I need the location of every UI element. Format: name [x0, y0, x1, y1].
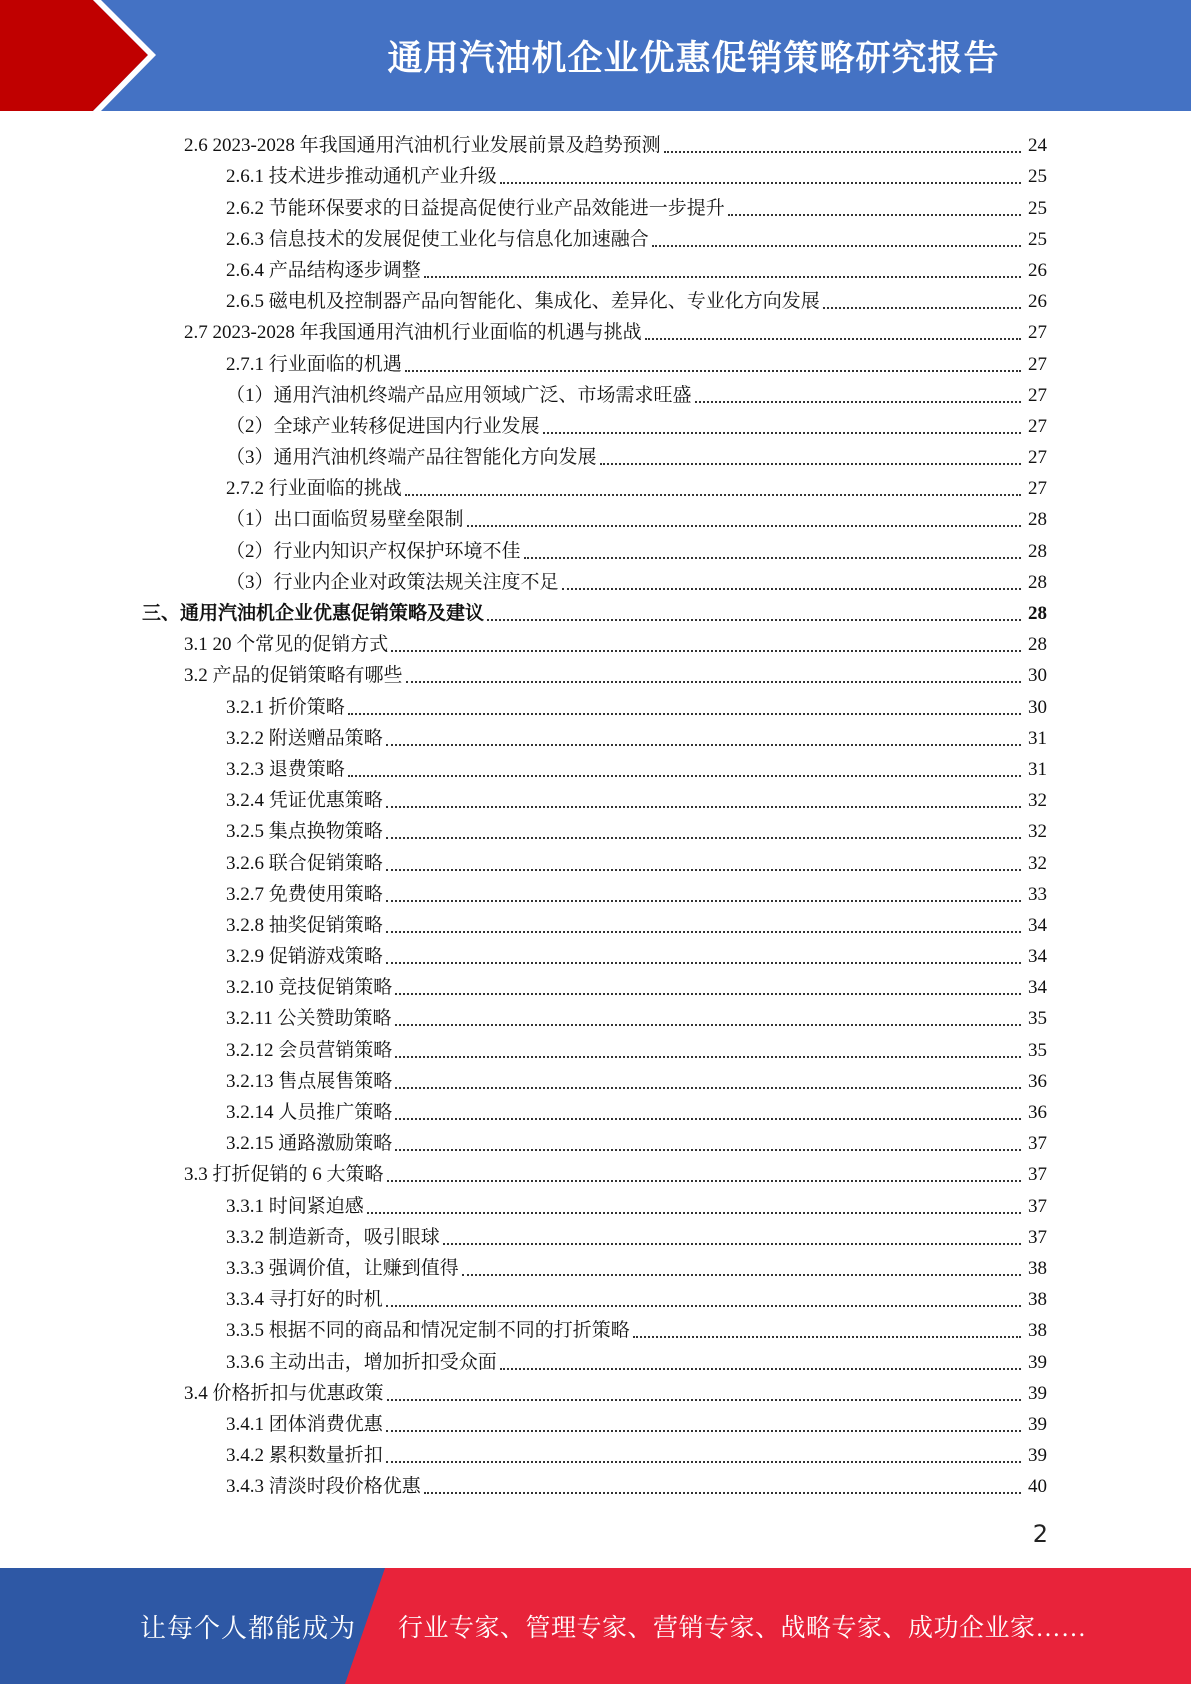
- toc-entry-page: 30: [1028, 665, 1047, 687]
- toc-entry-title: 3.3.4 寻打好的时机: [226, 1289, 383, 1311]
- toc-dot-leader: [386, 1461, 1021, 1463]
- toc-entry[interactable]: [226, 1313, 1047, 1344]
- toc-entry-title: （3）通用汽油机终端产品往智能化方向发展: [226, 447, 597, 469]
- toc-dot-leader: [664, 151, 1021, 153]
- toc-entry[interactable]: [184, 128, 1047, 159]
- toc-entry[interactable]: [226, 1095, 1047, 1126]
- toc-entry-page: 25: [1028, 228, 1047, 250]
- toc-entry-title: 3.3.2 制造新奇，吸引眼球: [226, 1226, 440, 1248]
- toc-dot-leader: [395, 993, 1021, 995]
- toc-entry-page: 26: [1028, 259, 1047, 281]
- toc-entry[interactable]: [226, 1032, 1047, 1063]
- toc-entry-title: 2.6.4 产品结构逐步调整: [226, 259, 421, 281]
- toc-entry[interactable]: [226, 1438, 1047, 1469]
- footer-banner: [0, 1568, 1191, 1684]
- toc-entry[interactable]: [226, 222, 1047, 253]
- toc-entry-page: 31: [1028, 727, 1047, 749]
- toc-dot-leader: [424, 276, 1021, 278]
- toc-entry[interactable]: [142, 596, 1047, 627]
- toc-dot-leader: [386, 900, 1021, 902]
- toc-entry-title: 三、通用汽油机企业优惠促销策略及建议: [142, 603, 485, 624]
- toc-entry-title: 3.2.1 折价策略: [226, 696, 345, 718]
- toc-entry[interactable]: [226, 378, 1047, 409]
- toc-entry-title: 3.2.10 竞技促销策略: [226, 977, 393, 999]
- toc-entry-title: 3.4.3 清淡时段价格优惠: [226, 1476, 421, 1498]
- table-of-contents: [0, 128, 1191, 1500]
- toc-entry[interactable]: [226, 1469, 1047, 1500]
- toc-entry-title: 3.2.7 免费使用策略: [226, 883, 383, 905]
- toc-dot-leader: [500, 1368, 1021, 1370]
- toc-entry-title: （1）出口面临贸易壁垒限制: [226, 509, 464, 531]
- toc-dot-leader: [424, 1492, 1021, 1494]
- toc-entry-title: 3.4.1 团体消费优惠: [226, 1413, 383, 1435]
- toc-entry[interactable]: [226, 159, 1047, 190]
- toc-dot-leader: [462, 1274, 1021, 1276]
- toc-entry-page: 38: [1028, 1289, 1047, 1311]
- toc-entry-page: 25: [1028, 197, 1047, 219]
- toc-dot-leader: [386, 1430, 1021, 1432]
- toc-entry-page: 28: [1028, 634, 1047, 656]
- toc-entry[interactable]: [226, 440, 1047, 471]
- toc-dot-leader: [395, 1149, 1021, 1151]
- toc-entry-page: 34: [1028, 946, 1047, 968]
- toc-entry-title: 2.6.1 技术进步推动通机产业升级: [226, 166, 497, 188]
- toc-dot-leader: [367, 1212, 1021, 1214]
- toc-entry-title: 2.6.2 节能环保要求的日益提高促使行业产品效能进一步提升: [226, 197, 725, 219]
- toc-dot-leader: [386, 744, 1021, 746]
- toc-entry-title: 3.2.5 集点换物策略: [226, 821, 383, 843]
- toc-entry-title: 3.1 20 个常见的促销方式: [184, 634, 389, 656]
- toc-entry[interactable]: [226, 939, 1047, 970]
- toc-entry-title: 3.2.13 售点展售策略: [226, 1070, 393, 1092]
- toc-entry-page: 24: [1028, 135, 1047, 157]
- toc-entry[interactable]: [226, 346, 1047, 377]
- toc-entry[interactable]: [226, 471, 1047, 502]
- toc-dot-leader: [443, 1243, 1021, 1245]
- toc-entry-title: 2.6.5 磁电机及控制器产品向智能化、集成化、差异化、专业化方向发展: [226, 291, 820, 313]
- toc-entry-title: 3.3 打折促销的 6 大策略: [184, 1164, 384, 1186]
- toc-entry-title: 2.6.3 信息技术的发展促使工业化与信息化加速融合: [226, 228, 649, 250]
- toc-entry[interactable]: [226, 814, 1047, 845]
- toc-entry[interactable]: [184, 1376, 1047, 1407]
- toc-entry-title: （2）全球产业转移促进国内行业发展: [226, 415, 540, 437]
- toc-entry-title: 3.3.6 主动出击，增加折扣受众面: [226, 1351, 497, 1373]
- toc-entry-page: 32: [1028, 852, 1047, 874]
- toc-dot-leader: [467, 525, 1021, 527]
- toc-entry[interactable]: [226, 877, 1047, 908]
- toc-dot-leader: [633, 1336, 1021, 1338]
- toc-entry-page: 33: [1028, 883, 1047, 905]
- toc-entry-page: 40: [1028, 1476, 1047, 1498]
- toc-entry[interactable]: [226, 845, 1047, 876]
- toc-entry-page: 28: [1028, 509, 1047, 531]
- toc-entry[interactable]: [226, 409, 1047, 440]
- toc-entry-page: 27: [1028, 478, 1047, 500]
- toc-entry[interactable]: [226, 1220, 1047, 1251]
- toc-entry-page: 28: [1028, 603, 1047, 624]
- toc-dot-leader: [348, 775, 1021, 777]
- toc-entry-page: 27: [1028, 447, 1047, 469]
- toc-dot-leader: [395, 1024, 1021, 1026]
- toc-entry[interactable]: [226, 1407, 1047, 1438]
- page-number: 2: [1032, 1520, 1048, 1548]
- toc-entry-title: （2）行业内知识产权保护环境不佳: [226, 540, 521, 562]
- toc-entry-title: 3.2.12 会员营销策略: [226, 1039, 393, 1061]
- toc-entry[interactable]: [226, 752, 1047, 783]
- footer-slogan-right: 行业专家、管理专家、营销专家、战略专家、成功企业家……: [398, 1615, 1087, 1642]
- footer-slogan-left: 让每个人都能成为: [140, 1613, 357, 1643]
- toc-dot-leader: [391, 650, 1021, 652]
- toc-entry-title: 3.2.6 联合促销策略: [226, 852, 383, 874]
- toc-entry-page: 34: [1028, 977, 1047, 999]
- toc-entry-page: 39: [1028, 1382, 1047, 1404]
- toc-entry[interactable]: [226, 1251, 1047, 1282]
- toc-entry-title: 3.2.9 促销游戏策略: [226, 946, 383, 968]
- toc-entry[interactable]: [226, 908, 1047, 939]
- toc-entry[interactable]: [226, 284, 1047, 315]
- toc-entry-page: 39: [1028, 1351, 1047, 1373]
- toc-entry-page: 38: [1028, 1320, 1047, 1342]
- toc-dot-leader: [386, 931, 1021, 933]
- toc-entry-title: 3.2.14 人员推广策略: [226, 1102, 393, 1123]
- report-title: 通用汽油机企业优惠促销策略研究报告: [387, 38, 1000, 79]
- toc-entry-page: 31: [1028, 758, 1047, 780]
- toc-entry-title: 3.2 产品的促销策略有哪些: [184, 665, 403, 687]
- toc-dot-leader: [600, 463, 1021, 465]
- header-banner: [0, 0, 1191, 111]
- toc-entry-page: 35: [1028, 1008, 1047, 1030]
- toc-entry-page: 27: [1028, 415, 1047, 437]
- toc-entry-title: 3.2.8 抽奖促销策略: [226, 914, 383, 936]
- toc-entry-title: 2.7 2023-2028 年我国通用汽油机行业面临的机遇与挑战: [184, 322, 642, 344]
- toc-dot-leader: [386, 869, 1021, 871]
- toc-dot-leader: [562, 588, 1021, 590]
- toc-entry-title: 3.3.1 时间紧迫感: [226, 1195, 364, 1217]
- toc-dot-leader: [387, 1399, 1021, 1401]
- toc-dot-leader: [386, 806, 1021, 808]
- toc-entry-page: 26: [1028, 291, 1047, 313]
- toc-dot-leader: [487, 619, 1021, 621]
- toc-entry-page: 32: [1028, 821, 1047, 843]
- toc-entry-title: （3）行业内企业对政策法规关注度不足: [226, 571, 559, 593]
- toc-entry-page: 35: [1028, 1039, 1047, 1061]
- toc-entry-title: 3.2.2 附送赠品策略: [226, 727, 383, 749]
- toc-entry[interactable]: [226, 970, 1047, 1001]
- toc-entry-title: 2.7.2 行业面临的挑战: [226, 478, 402, 500]
- toc-dot-leader: [405, 494, 1021, 496]
- toc-entry-title: 3.4.2 累积数量折扣: [226, 1445, 383, 1467]
- toc-dot-leader: [386, 837, 1021, 839]
- toc-entry-page: 38: [1028, 1257, 1047, 1279]
- toc-entry[interactable]: [226, 533, 1047, 564]
- toc-dot-leader: [386, 962, 1021, 964]
- toc-entry-page: 37: [1028, 1226, 1047, 1248]
- toc-entry-page: 30: [1028, 696, 1047, 718]
- toc-entry[interactable]: [226, 1282, 1047, 1313]
- toc-dot-leader: [645, 338, 1021, 340]
- toc-dot-leader: [695, 401, 1021, 403]
- toc-dot-leader: [348, 713, 1021, 715]
- toc-entry-title: 2.6 2023-2028 年我国通用汽油机行业发展前景及趋势预测: [184, 135, 661, 157]
- toc-entry-page: 36: [1028, 1070, 1047, 1092]
- toc-entry-title: （1）通用汽油机终端产品应用领域广泛、市场需求旺盛: [226, 384, 692, 406]
- toc-entry-page: 37: [1028, 1195, 1047, 1217]
- toc-entry-page: 37: [1028, 1133, 1047, 1155]
- toc-dot-leader: [395, 1087, 1021, 1089]
- toc-entry[interactable]: [184, 315, 1047, 346]
- toc-entry[interactable]: [226, 502, 1047, 533]
- toc-entry-title: 3.2.4 凭证优惠策略: [226, 790, 383, 812]
- toc-entry[interactable]: [226, 1344, 1047, 1375]
- toc-dot-leader: [524, 557, 1021, 559]
- toc-dot-leader: [652, 245, 1021, 247]
- toc-entry-title: 2.7.1 行业面临的机遇: [226, 353, 402, 375]
- toc-entry-title: 3.2.11 公关赞助策略: [226, 1008, 392, 1030]
- toc-dot-leader: [405, 370, 1021, 372]
- toc-entry-page: 27: [1028, 384, 1047, 406]
- toc-entry-title: 3.3.5 根据不同的商品和情况定制不同的打折策略: [226, 1320, 630, 1342]
- toc-dot-leader: [500, 182, 1021, 184]
- toc-entry[interactable]: [226, 190, 1047, 221]
- toc-entry-page: 39: [1028, 1445, 1047, 1467]
- toc-entry-page: 32: [1028, 790, 1047, 812]
- toc-entry-title: 3.3.3 强调价值，让赚到值得: [226, 1257, 459, 1279]
- toc-entry-page: 36: [1028, 1102, 1047, 1123]
- toc-entry-page: 39: [1028, 1413, 1047, 1435]
- toc-entry-title: 3.2.15 通路激励策略: [226, 1133, 393, 1155]
- toc-dot-leader: [823, 307, 1021, 309]
- toc-entry-page: 25: [1028, 166, 1047, 188]
- toc-dot-leader: [543, 432, 1021, 434]
- toc-dot-leader: [728, 214, 1021, 216]
- toc-entry[interactable]: [226, 1064, 1047, 1095]
- toc-dot-leader: [406, 681, 1021, 683]
- toc-entry[interactable]: [226, 565, 1047, 596]
- toc-entry-page: 27: [1028, 322, 1047, 344]
- toc-entry[interactable]: [226, 253, 1047, 284]
- toc-entry-page: 28: [1028, 571, 1047, 593]
- toc-entry-page: 34: [1028, 914, 1047, 936]
- toc-entry-title: 3.4 价格折扣与优惠政策: [184, 1382, 384, 1404]
- toc-entry[interactable]: [226, 1188, 1047, 1219]
- toc-entry[interactable]: [184, 658, 1047, 689]
- toc-entry[interactable]: [184, 627, 1047, 658]
- toc-entry[interactable]: [226, 1001, 1047, 1032]
- toc-entry-page: 28: [1028, 540, 1047, 562]
- toc-entry-page: 37: [1028, 1164, 1047, 1186]
- toc-dot-leader: [395, 1118, 1021, 1120]
- toc-entry[interactable]: [226, 783, 1047, 814]
- toc-entry-title: 3.2.3 退费策略: [226, 758, 345, 780]
- toc-entry[interactable]: [226, 1126, 1047, 1157]
- toc-dot-leader: [395, 1056, 1021, 1058]
- toc-dot-leader: [386, 1305, 1021, 1307]
- toc-entry[interactable]: [226, 721, 1047, 752]
- toc-entry[interactable]: [184, 1157, 1047, 1188]
- toc-entry[interactable]: [226, 689, 1047, 720]
- toc-dot-leader: [387, 1180, 1021, 1182]
- toc-entry-page: 27: [1028, 353, 1047, 375]
